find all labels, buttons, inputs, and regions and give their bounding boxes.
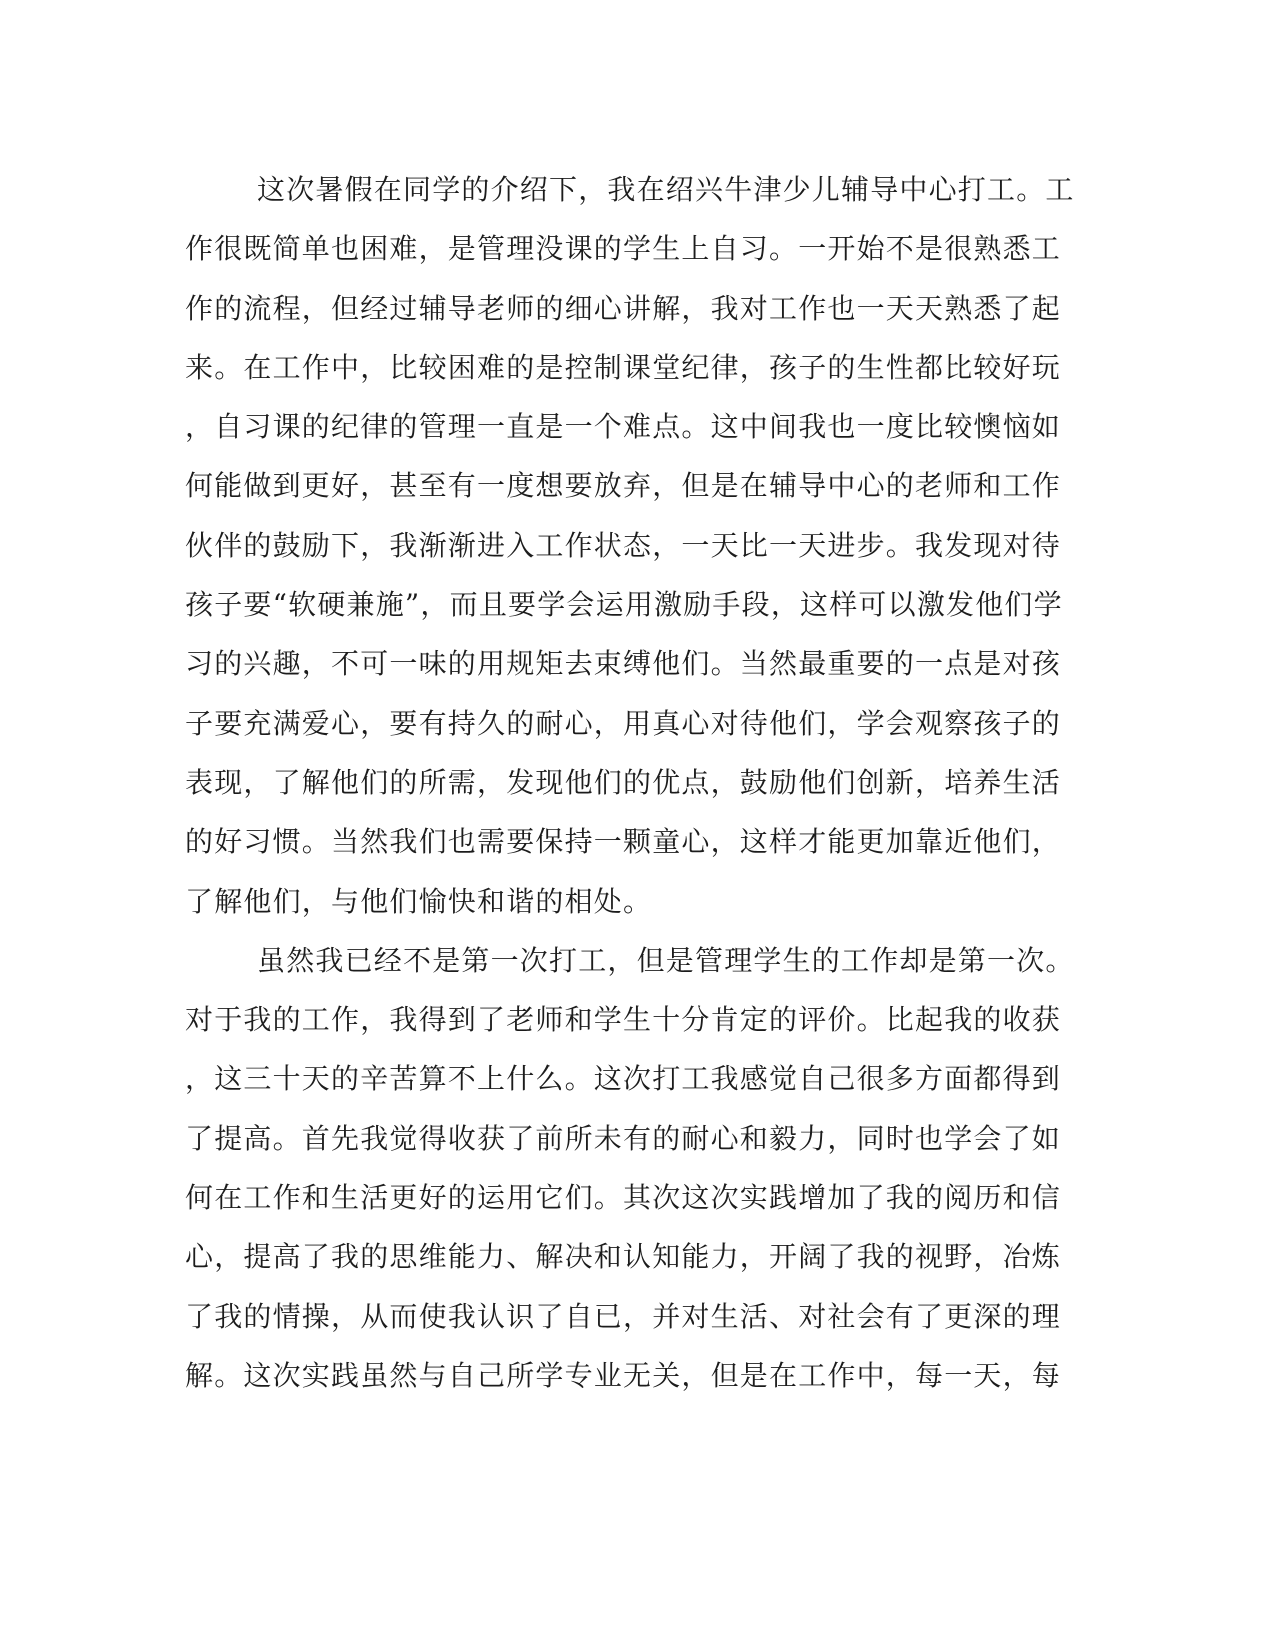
- paragraph-1-line-8: 孩子要“软硬兼施”，而且要学会运用激励手段，这样可以激发他们学: [185, 588, 1063, 622]
- paragraph-1-line-4: 来。在工作中，比较困难的是控制课堂纪律，孩子的生性都比较好玩: [185, 350, 1062, 384]
- paragraph-2-line-7: 了我的情操，从而使我认识了自已，并对生活、对社会有了更深的理: [185, 1299, 1062, 1333]
- paragraph-2-line-6: 心，提高了我的思维能力、解决和认知能力，开阔了我的视野，冶炼: [185, 1240, 1062, 1274]
- paragraph-1-line-12: 的好习惯。当然我们也需要保持一颗童心，这样才能更加靠近他们，: [185, 825, 1062, 859]
- paragraph-1-line-6: 何能做到更好，甚至有一度想要放弃，但是在辅导中心的老师和工作: [185, 469, 1062, 503]
- paragraph-1-line-1: 这次暑假在同学的介绍下，我在绍兴牛津少儿辅导中心打工。工: [257, 173, 1075, 206]
- paragraph-1-line-7: 伙伴的鼓励下，我渐渐进入工作状态，一天比一天进步。我发现对待: [185, 528, 1062, 562]
- paragraph-2-line-2: 对于我的工作，我得到了老师和学生十分肯定的评价。比起我的收获: [185, 1003, 1062, 1037]
- paragraph-2-line-3: ，这三十天的辛苦算不上什么。这次打工我感觉自己很多方面都得到: [185, 1062, 1062, 1096]
- paragraph-2-line-8: 解。这次实践虽然与自己所学专业无关，但是在工作中，每一天，每: [185, 1358, 1062, 1392]
- paragraph-1-line-11: 表现，了解他们的所需，发现他们的优点，鼓励他们创新，培养生活: [185, 765, 1062, 799]
- paragraph-1-line-13: 了解他们，与他们愉快和谐的相处。: [185, 884, 653, 918]
- paragraph-1-line-2: 作很既简单也困难，是管理没课的学生上自习。一开始不是很熟悉工: [185, 232, 1062, 266]
- paragraph-2-line-5: 何在工作和生活更好的运用它们。其次这次实践增加了我的阅历和信: [185, 1181, 1062, 1215]
- paragraph-1-line-10: 子要充满爱心，要有持久的耐心，用真心对待他们，学会观察孩子的: [185, 706, 1062, 740]
- paragraph-2-line-4: 了提高。首先我觉得收获了前所未有的耐心和毅力，同时也学会了如: [185, 1121, 1062, 1155]
- paragraph-1-line-9: 习的兴趣，不可一味的用规矩去束缚他们。当然最重要的一点是对孩: [185, 647, 1062, 681]
- paragraph-1-line-5: ，自习课的纪律的管理一直是一个难点。这中间我也一度比较懊恼如: [185, 410, 1062, 444]
- paragraph-1-line-3: 作的流程，但经过辅导老师的细心讲解，我对工作也一天天熟悉了起: [185, 291, 1062, 325]
- body-text: [185, 160, 1075, 1405]
- paragraph-2-line-1: 虽然我已经不是第一次打工，但是管理学生的工作却是第一次。: [257, 943, 1075, 977]
